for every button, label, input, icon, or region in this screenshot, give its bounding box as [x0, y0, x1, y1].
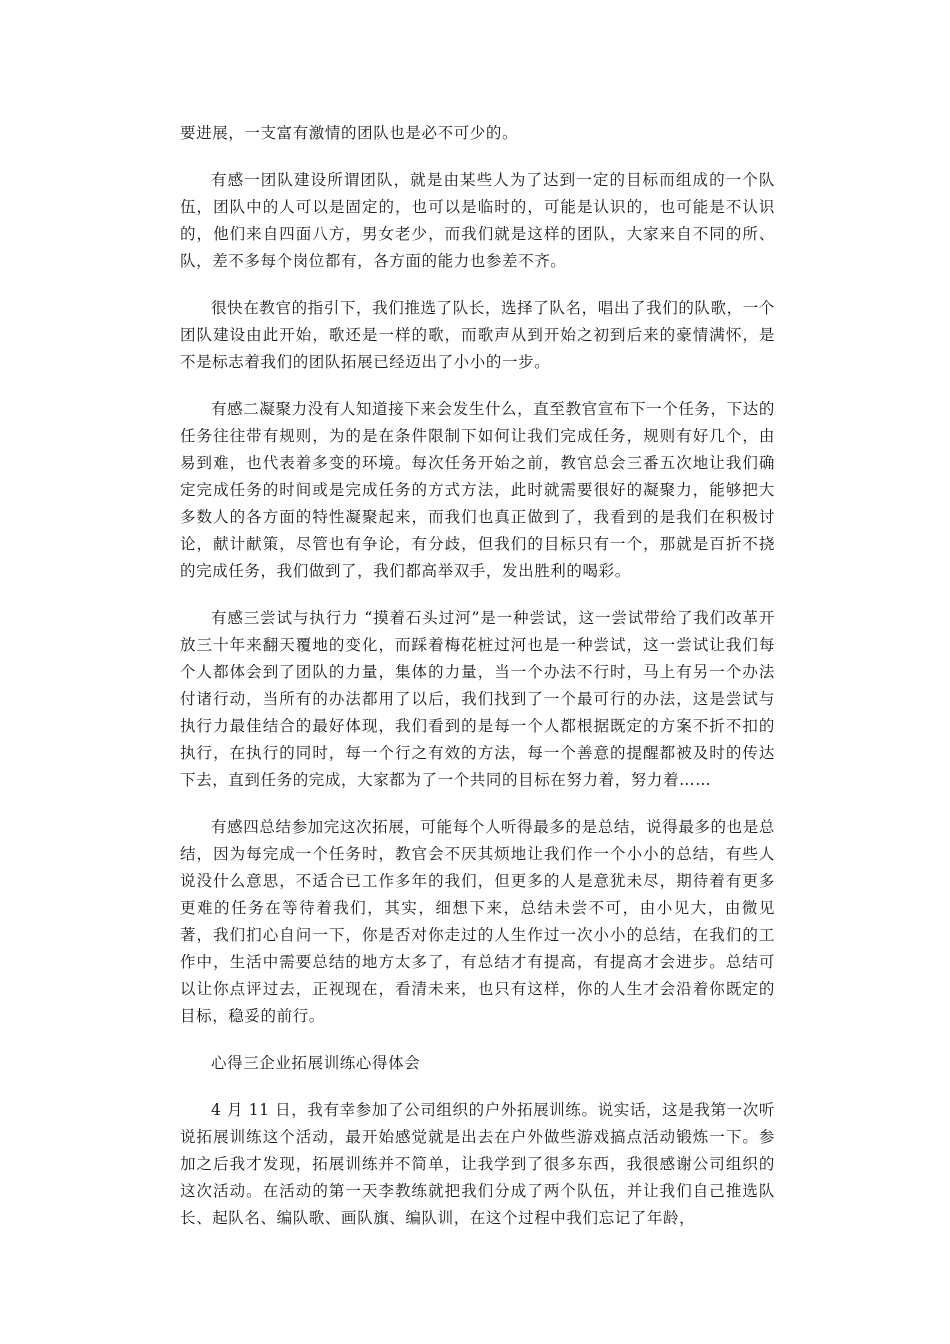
paragraph-summary: 有感四总结参加完这次拓展，可能每个人听得最多的是总结，说得最多的也是总结，因为每完成一个任务时，教官会不厌其烦地让我们作一个小小的总结，有些人说没什么意思，不适合已工作多年的我们，但更多的人是意犹未尽，期待着有更多更难的任务在等待着我们，其实，细想下来，总结未尝不可，由小见大，由微见著，我们扪心自问一下，你是否对你走过的人生作过一次小小的总结，在我们的工作中，生活中需要总结的地方太多了，有总结才有提高，有提高才会进步。总结可以让你点评过去，正视现在，看清未来，也只有这样，你的人生才会沿着你既定的目标，稳妥的前行。	[180, 818, 775, 1025]
paragraph-execution: 有感三尝试与执行力 “摸着石头过河”是一种尝试，这一尝试带给了我们改革开放三十年来翻天覆地的变化，而踩着梅花桩过河也是一种尝试，这一尝试让我们每个人都体会到了团队的力量，集体的力量，当一个办法不行时，马上有另一个办法付诸行动，当所有的办法都用了以后，我们找到了一个最可行的办法，这是尝试与执行力最佳结合的最好体现，我们看到的是每一个人都根据既定的方案不折不扣的执行，在执行的同时，每一个行之有效的方法，每一个善意的提醒都被及时的传达下去，直到任务的完成，大家都为了一个共同的目标在努力着，努力着……	[180, 609, 775, 789]
paragraph-team-captain: 很快在教官的指引下，我们推选了队长，选择了队名，唱出了我们的队歌，一个团队建设由此开始，歌还是一样的歌，而歌声从到开始之初到后来的豪情满怀，是不是标志着我们的团队拓展已经迈出了小小的一步。	[180, 299, 775, 371]
paragraph-cohesion: 有感二凝聚力没有人知道接下来会发生什么，直至教官宣布下一个任务，下达的任务往往带有规则，为的是在条件限制下如何让我们完成任务，规则有好几个，由易到难，也代表着多变的环境。每次任务开始之前，教官总会三番五次地让我们确定完成任务的时间或是完成任务的方式方法，此时就需要很好的凝聚力，能够把大多数人的各方面的特性凝聚起来，而我们也真正做到了，我看到的是我们在积极讨论，献计献策，尽管也有争论，有分歧，但我们的目标只有一个，那就是百折不挠的完成任务，我们做到了，我们都高举双手，发出胜利的喝彩。	[180, 400, 775, 580]
section-heading: 心得三企业拓展训练心得体会	[211, 1054, 421, 1072]
paragraph-team-building: 有感一团队建设所谓团队，就是由某些人为了达到一定的目标而组成的一个队伍，团队中的人可以是固定的，也可以是临时的，可能是认识的，也可能是不认识的，他们来自四面八方，男女老少，而我们就是这样的团队，大家来自不同的所、队，差不多每个岗位都有，各方面的能力也参差不齐。	[180, 171, 775, 270]
paragraph-april-training: 4 月 11 日，我有幸参加了公司组织的户外拓展训练。说实话，这是我第一次听说拓展训练这个活动，最开始感觉就是出去在户外做些游戏搞点活动锻炼一下。参加之后我才发现，拓展训练并不简单，让我学到了很多东西，我很感谢公司组织的这次活动。在活动的第一天李教练就把我们分成了两个队伍，并让我们自己推选队长、起队名、编队歌、画队旗、编队训，在这个过程中我们忘记了年龄，	[180, 1101, 775, 1227]
paragraph-continuation: 要进展，一支富有激情的团队也是必不可少的。	[180, 124, 519, 142]
document-body	[180, 120, 775, 1252]
